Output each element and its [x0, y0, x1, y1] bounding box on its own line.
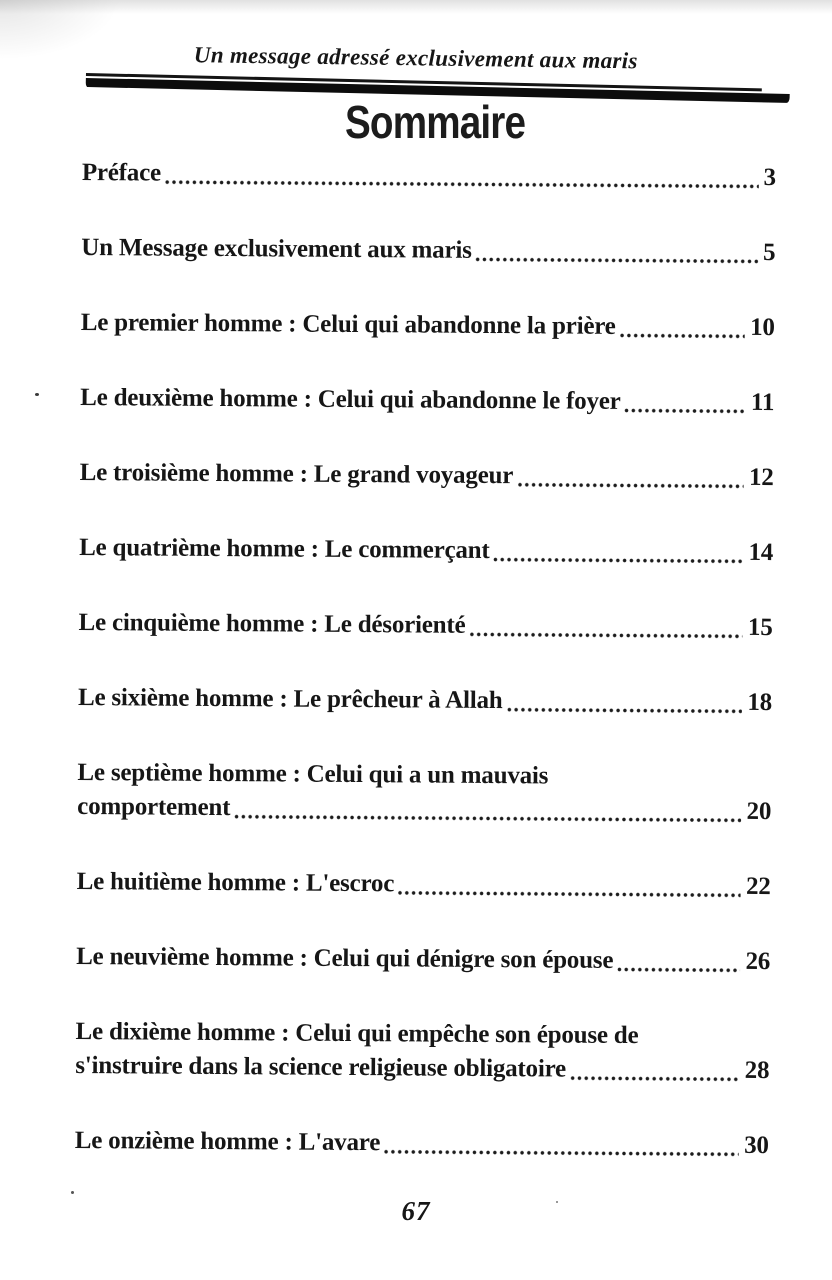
dot-leader [475, 255, 758, 265]
dot-leader [569, 1074, 740, 1083]
toc-list [74, 156, 776, 1204]
toc-entry-label: Le troisième homme : Le grand voyageur [79, 458, 514, 490]
toc-entry-page: 11 [750, 388, 775, 417]
toc-entry-page: 22 [745, 872, 771, 901]
dot-leader [492, 555, 743, 565]
toc-entry-label-line1: Le septième homme : Celui qui a un mauvais [77, 758, 549, 790]
dot-leader [516, 480, 744, 490]
dot-leader [397, 888, 741, 899]
toc-entry-label: Le deuxième homme : Celui qui abandonne le foyer [80, 383, 621, 415]
toc-entry [81, 306, 775, 345]
page-title: Sommaire [345, 96, 526, 148]
toc-entry-page: 3 [763, 163, 776, 192]
toc-entry [81, 231, 775, 270]
toc-entry [78, 681, 772, 720]
toc-entry [76, 940, 770, 979]
page-number: 67 [401, 1196, 431, 1226]
toc-entry [75, 1015, 769, 1088]
toc-entry-label: Préface [81, 158, 162, 187]
toc-entry-page: 15 [747, 613, 773, 642]
scan-speck [35, 393, 39, 396]
toc-entry-page: 5 [762, 238, 776, 267]
toc-entry-label-line2: comportement [77, 792, 231, 822]
toc-entry [78, 606, 772, 645]
toc-entry [79, 531, 773, 570]
toc-entry [80, 456, 774, 495]
toc-entry-page: 20 [746, 797, 772, 826]
toc-entry-page: 28 [744, 1056, 770, 1085]
toc-entry-label: Le quatrième homme : Le commerçant [79, 533, 490, 564]
dot-leader [164, 178, 759, 190]
running-header: Un message adressé exclusivement aux maris [193, 42, 638, 74]
toc-entry [82, 156, 776, 195]
toc-entry-page: 12 [748, 463, 774, 492]
scan-edge-shading [0, 0, 832, 14]
toc-entry-label: Le sixième homme : Le prêcheur à Allah [77, 683, 503, 715]
toc-entry-label-line2: s'instruire dans la science religieuse obligatoire [75, 1051, 567, 1083]
toc-entry-label: Le huitième homme : L'escroc [76, 867, 395, 898]
toc-entry-label-line1: Le dixième homme : Celui qui empêche son épouse de [75, 1017, 639, 1050]
dot-leader [616, 965, 740, 974]
toc-entry-page: 26 [745, 947, 771, 976]
toc-entry-label: Un Message exclusivement aux maris [81, 233, 472, 264]
dot-leader [383, 1147, 739, 1158]
dot-leader [233, 812, 741, 824]
toc-entry-page: 14 [748, 538, 774, 567]
toc-entry-page: 18 [747, 688, 773, 717]
toc-entry [77, 756, 771, 829]
dot-leader [624, 406, 746, 415]
toc-entry-label: Le premier homme : Celui qui abandonne la prière [80, 308, 616, 340]
dot-leader [505, 705, 742, 715]
toc-entry-label: Le cinquième homme : Le désorienté [78, 608, 466, 639]
dot-leader [468, 630, 743, 640]
toc-entry-page: 30 [744, 1131, 769, 1160]
toc-entry-label: Le neuvième homme : Celui qui dénigre son épouse [76, 942, 614, 974]
toc-entry-page: 10 [750, 313, 775, 342]
toc-entry-label: Le onzième homme : L'avare [74, 1126, 381, 1157]
toc-entry [80, 381, 774, 420]
toc-entry [77, 865, 771, 904]
dot-leader [619, 331, 746, 340]
toc-entry [75, 1124, 769, 1163]
